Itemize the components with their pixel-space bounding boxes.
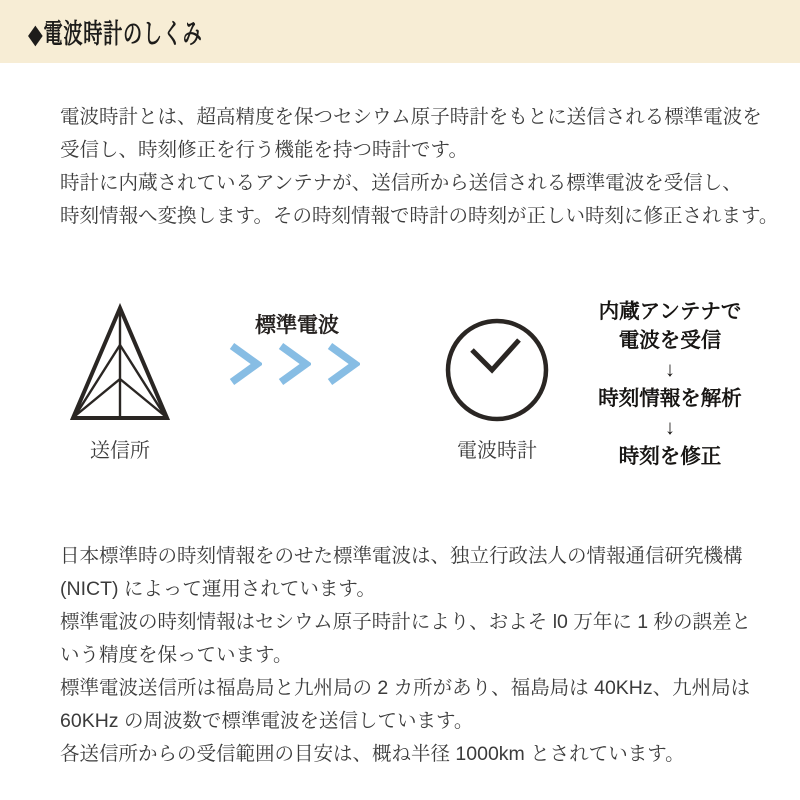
intro-line: 時計に内蔵されているアンテナが、送信所から送信される標準電波を受信し、 bbox=[60, 172, 742, 194]
details-line: 60KHz の周波数で標準電波を送信しています。 bbox=[60, 710, 474, 732]
details-line: 各送信所からの受信範囲の目安は、概ね半径 1000km とされています。 bbox=[60, 743, 685, 765]
flow-step: 時刻を修正 bbox=[618, 445, 722, 468]
details-line: いう精度を保っています。 bbox=[60, 644, 293, 666]
signal-arrows bbox=[228, 342, 368, 386]
flow-step: 電波を受信 bbox=[618, 329, 722, 352]
clock-icon bbox=[443, 316, 551, 424]
intro-paragraph bbox=[60, 101, 779, 233]
intro-line: 電波時計とは、超高精度を保つセシウム原子時計をもとに送信される標準電波を bbox=[60, 106, 762, 128]
chevron-right-icon bbox=[277, 342, 311, 386]
intro-line: 受信し、時刻修正を行う機能を持つ時計です。 bbox=[60, 139, 468, 161]
intro-line: 時刻情報へ変換します。その時刻情報で時計の時刻が正しい時刻に修正されます。 bbox=[60, 205, 779, 227]
chevron-right-icon bbox=[326, 342, 360, 386]
details-line: 標準電波送信所は福島局と九州局の 2 カ所があり、福島局は 40KHz、九州局は bbox=[60, 677, 751, 699]
down-arrow-icon: ↓ bbox=[664, 358, 676, 381]
details-line: (NICT) によって運用されています。 bbox=[60, 578, 376, 600]
chevron-right-icon bbox=[228, 342, 262, 386]
details-line: 日本標準時の時刻情報をのせた標準電波は、独立行政法人の情報通信研究機構 bbox=[60, 545, 743, 567]
radio-tower-icon bbox=[70, 303, 170, 423]
transmitter-label: 送信所 bbox=[90, 440, 150, 462]
down-arrow-icon: ↓ bbox=[664, 416, 676, 439]
wave-label: 標準電波 bbox=[255, 314, 339, 337]
details-paragraph bbox=[60, 540, 760, 771]
details-line: 標準電波の時刻情報はセシウム原子時計により、およそ l0 万年に 1 秒の誤差と bbox=[60, 611, 751, 633]
flow-step: 時刻情報を解析 bbox=[598, 387, 742, 410]
flow-step: 内蔵アンテナで bbox=[598, 300, 742, 323]
page-title: ◆電波時計のしくみ bbox=[28, 19, 203, 49]
section-header bbox=[0, 0, 800, 63]
process-flow bbox=[575, 297, 765, 471]
receiver-clock-label: 電波時計 bbox=[457, 440, 537, 462]
